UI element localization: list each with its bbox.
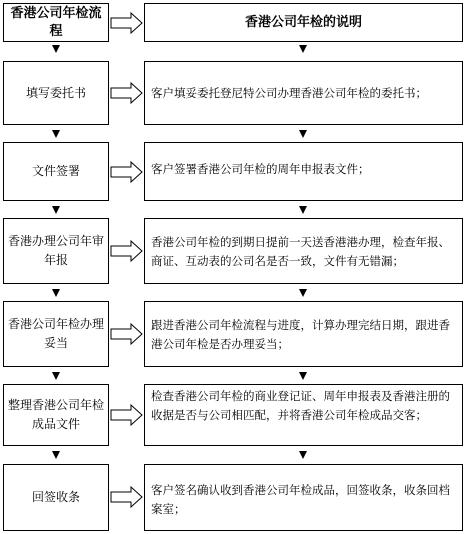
step-5-label: 整理香港公司年检成品文件 xyxy=(3,384,109,446)
step-2-description: 客户签署香港公司年检的周年申报表文件； xyxy=(144,142,463,201)
down-arrow-icon xyxy=(50,371,62,381)
right-arrow-icon xyxy=(109,322,144,346)
right-arrow-icon xyxy=(109,160,144,184)
right-arrow-icon xyxy=(109,403,144,427)
step-1-description: 客户填妥委托登尼特公司办理香港公司年检的委托书； xyxy=(144,61,463,125)
down-arrow-icon xyxy=(50,205,62,215)
step-4-label: 香港公司年检办理妥当 xyxy=(3,301,109,367)
right-arrow-icon xyxy=(109,81,144,105)
step-5-description: 检查香港公司年检的商业登记证、周年申报表及香港注册的收据是否与公司相匹配，并将香港公司年检成品交客； xyxy=(144,384,463,446)
down-arrow-icon xyxy=(50,44,62,54)
right-arrow-icon xyxy=(109,485,144,509)
step-1-label: 填写委托书 xyxy=(3,61,109,125)
down-arrow-icon xyxy=(297,205,309,215)
down-arrow-icon xyxy=(297,450,309,460)
header-process-title: 香港公司年检流程 xyxy=(3,3,109,42)
step-3-description: 香港公司年检的到期日提前一天送香港港办理，检查年报、商证、互动表的公司名是否一致，文件有无错漏； xyxy=(144,218,463,284)
right-arrow-icon xyxy=(109,239,144,263)
down-arrow-icon xyxy=(297,371,309,381)
right-arrow-icon xyxy=(109,11,144,35)
down-arrow-icon xyxy=(50,129,62,139)
step-4-description: 跟进香港公司年检流程与进度，计算办理完结日期，跟进香港公司年检是否办理妥当； xyxy=(144,301,463,367)
down-arrow-icon xyxy=(50,288,62,298)
down-arrow-icon xyxy=(50,450,62,460)
down-arrow-icon xyxy=(297,129,309,139)
step-6-label: 回签收条 xyxy=(3,464,109,531)
step-6-description: 客户签名确认收到香港公司年检成品，回签收条，收条回档案室； xyxy=(144,464,463,531)
down-arrow-icon xyxy=(297,44,309,54)
step-2-label: 文件签署 xyxy=(3,142,109,201)
down-arrow-icon xyxy=(297,288,309,298)
header-description-title: 香港公司年检的说明 xyxy=(144,3,463,42)
step-3-label: 香港办理公司年审年报 xyxy=(3,218,109,284)
